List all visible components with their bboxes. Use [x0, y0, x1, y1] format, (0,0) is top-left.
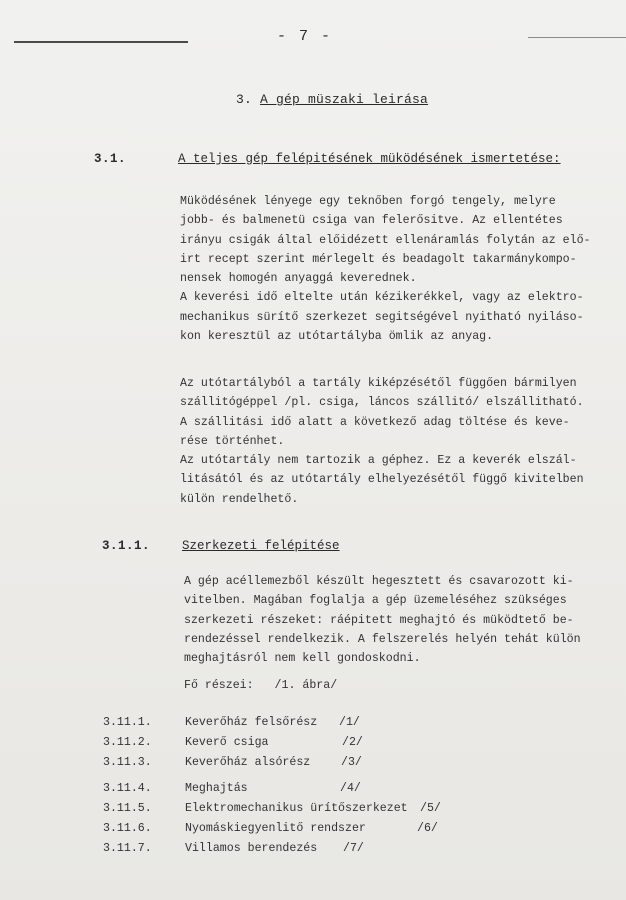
part-number: 3.11.3.	[103, 756, 152, 769]
text-line: nensek homogén anyaggá keverednek.	[180, 272, 417, 286]
text-line: A szállitási idő alatt a következő adag töltése és keve-	[180, 415, 570, 429]
part-name: Meghajtás	[185, 782, 248, 795]
text-line: külön rendelhető.	[180, 492, 299, 506]
text-line: kon keresztül az utótartályba ömlik az anyag.	[180, 330, 494, 344]
paragraph-structure	[184, 572, 581, 668]
text-line: Az utótartály nem tartozik a géphez. Ez a keverék elszál-	[180, 454, 577, 468]
subsubsection-number: 3.1.1.	[102, 539, 151, 553]
part-number: 3.11.2.	[103, 736, 152, 749]
part-ref: /4/	[340, 782, 361, 795]
subsection-heading: A teljes gép felépitésének müködésének ismertetése:	[178, 152, 561, 166]
text-line: A gép acéllemezből készült hegesztett és csavarozott ki-	[184, 575, 574, 588]
part-number: 3.11.6.	[103, 822, 152, 835]
text-line: jobb- és balmenetü csiga van felerősitve. Az ellentétes	[180, 214, 563, 228]
subsection-number: 3.1.	[94, 152, 127, 166]
paragraph-after-tank	[180, 374, 584, 509]
part-ref: /1/	[339, 716, 360, 729]
part-name: Keverőház alsórész	[185, 756, 311, 769]
text-line: A keverési idő eltelte után kézikerékkel, vagy az elektro-	[180, 291, 584, 305]
header-rule-right	[528, 37, 626, 38]
text-line: rendezéssel rendelkezik. A felszerelés helyén tehát külön	[184, 632, 581, 646]
part-name: Villamos berendezés	[185, 842, 318, 855]
part-ref: /7/	[343, 842, 364, 855]
main-parts-label: Fő részei:	[184, 679, 254, 692]
text-line: irt recept szerint mérlegelt és beadagolt takarmánykompo-	[180, 252, 577, 266]
paragraph-working-principle	[180, 192, 591, 346]
text-line: szerkezeti részeket: ráépitett meghajtó és müködtető be-	[184, 613, 574, 627]
part-ref: /3/	[341, 756, 362, 769]
text-line: vitelben. Magában foglalja a gép üzemeléséhez szükséges	[184, 594, 567, 608]
part-ref: /5/	[420, 802, 441, 815]
text-line: irányu csigák által előidézett ellenáramlás folytán az elő-	[180, 233, 591, 247]
text-line: litásától és az utótartály elhelyezésétől függő kivitelben	[180, 473, 584, 487]
text-line: mechanikus sürítő szerkezet segitségével nyitható nyiláso-	[180, 310, 584, 324]
main-parts-line	[184, 679, 337, 692]
part-name: Nyomáskiegyenlitő rendszer	[185, 822, 366, 835]
part-number: 3.11.4.	[103, 782, 152, 795]
part-ref: /6/	[417, 822, 438, 835]
part-number: 3.11.7.	[103, 842, 152, 855]
page-number: - 7 -	[277, 28, 333, 45]
text-line: szállitógéppel /pl. csiga, láncos szállitó/ elszállitható.	[180, 396, 584, 410]
part-number: 3.11.1.	[103, 716, 152, 729]
section-title-text: A gép müszaki leirása	[260, 92, 429, 107]
text-line: Müködésének lényege egy teknőben forgó tengely, melyre	[180, 195, 556, 208]
main-parts-figure-ref: /1. ábra/	[274, 679, 338, 692]
part-ref: /2/	[342, 736, 363, 749]
text-line: rése történhet.	[180, 434, 285, 448]
part-name: Keverőház felsőrész	[185, 716, 318, 729]
section-title-number: 3.	[236, 92, 253, 107]
header-rule-left	[14, 41, 188, 43]
text-line: meghajtásról nem kell gondoskodni.	[184, 652, 421, 666]
subsubsection-heading: Szerkezeti felépitése	[182, 539, 340, 553]
section-title	[236, 92, 428, 107]
text-line: Az utótartályból a tartály kiképzésétől függően bármilyen	[180, 377, 577, 390]
part-number: 3.11.5.	[103, 802, 152, 815]
part-name: Keverő csiga	[185, 736, 269, 749]
part-name: Elektromechanikus ürítőszerkezet	[185, 802, 408, 815]
